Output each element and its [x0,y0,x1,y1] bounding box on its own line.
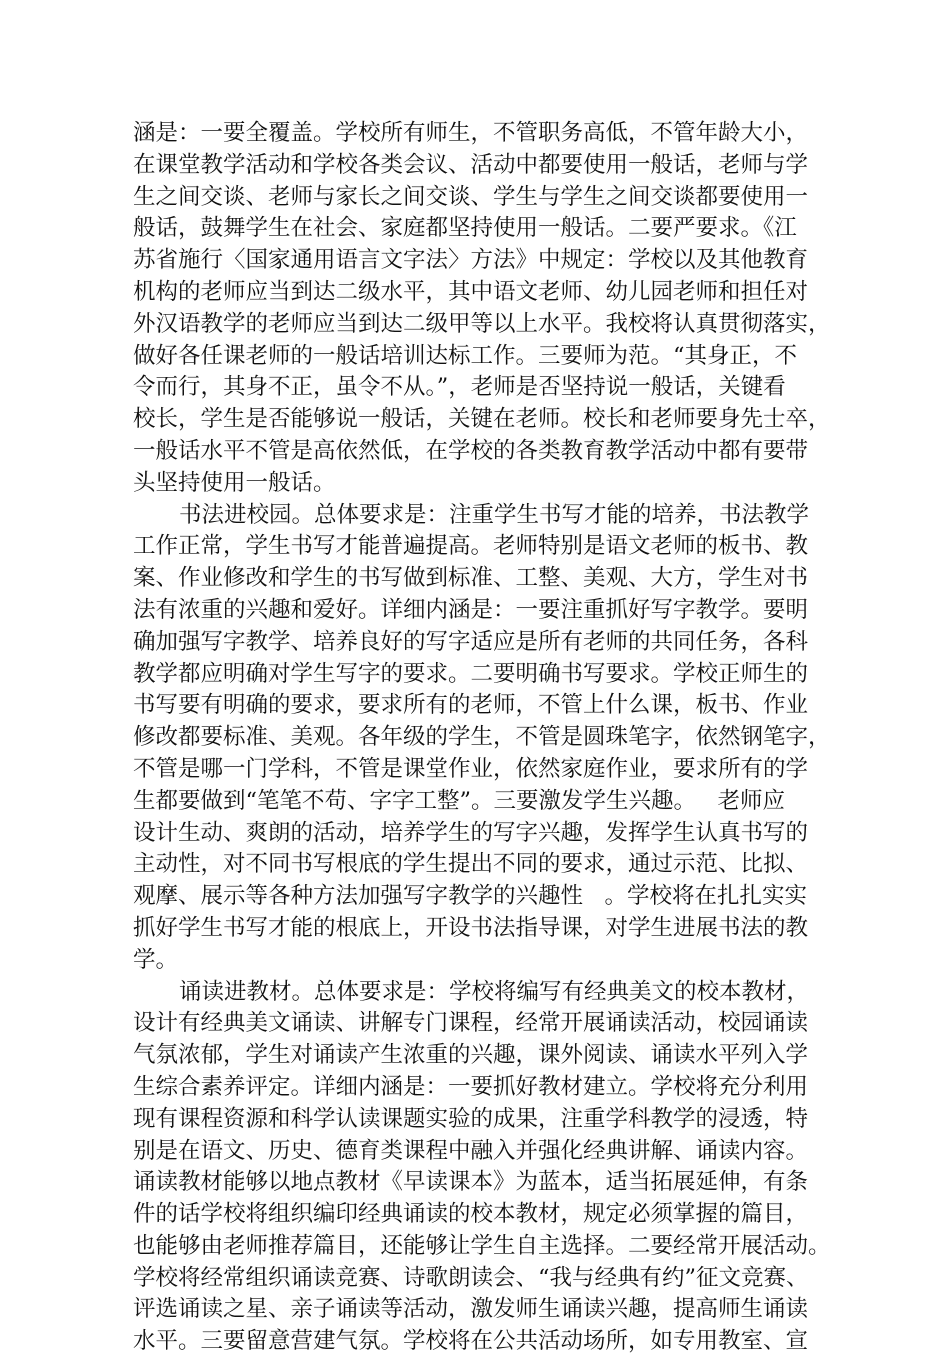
text-line: 令而行，其身不正，虽令不从。”，老师是否坚持说一般话，关键看 [133,374,786,401]
text-line: 外汉语教学的老师应当到达二级甲等以上水平。我校将认真贯彻落实， [133,310,831,337]
text-line: 教学都应明确对学生写字的要求。二要明确书写要求。学校正师生的 [133,660,809,687]
text-line: 校长，学生是否能够说一般话，关键在老师。校长和老师要身先士卒， [133,406,831,433]
text-line: 修改都要标准、美观。各年级的学生，不管是圆珠笔字，依然钢笔字， [133,724,831,751]
text-line: 一般话水平不管是高依然低，在学校的各类教育教学活动中都有要带 [133,437,809,464]
text-line: 别是在语文、历史、德育类课程中融入并强化经典讲解、诵读内容。 [133,1137,809,1164]
text-line: 评选诵读之星、亲子诵读等活动，激发师生诵读兴趣，提高师生诵读 [133,1296,809,1323]
text-line: 生综合素养评定。详细内涵是：一要抓好教材建立。学校将充分利用 [133,1073,809,1100]
text-line: 学校将经常组织诵读竞赛、诗歌朗读会、“我与经典有约”征文竞赛、 [133,1264,809,1291]
text-line: 主动性，对不同书写根底的学生提出不同的要求，通过示范、比拟、 [133,851,809,878]
text-line: 设计有经典美文诵读、讲解专门课程，经常开展诵读活动，校园诵读 [133,1010,809,1037]
text-line: 涵是：一要全覆盖。学校所有师生，不管职务高低，不管年龄大小， [133,120,809,146]
text-line: 确加强写字教学、培养良好的写字适应是所有老师的共同任务，各科 [133,628,809,655]
text-line: 工作正常，学生书写才能普遍提高。老师特别是语文老师的板书、教 [133,533,809,560]
text-line: 设计生动、爽朗的活动，培养学生的写字兴趣，发挥学生认真书写的 [133,819,809,846]
text-line: 学。 [133,946,179,973]
text-line: 也能够由老师推荐篇目，还能够让学生自主选择。二要经常开展活动。 [133,1232,831,1259]
paragraph-start-line: 书法进校园。总体要求是：注重学生书写才能的培养，书法教学 [179,501,810,528]
text-line: 不管是哪一门学科，不管是课堂作业，依然家庭作业，要求所有的学 [133,755,809,782]
text-line: 抓好学生书写才能的根底上，开设书法指导课，对学生进展书法的教 [133,914,809,941]
text-line: 在课堂教学活动和学校各类会议、活动中都要使用一般话，老师与学 [133,151,809,178]
body-text [133,118,831,1358]
text-line: 做好各任课老师的一般话培训达标工作。三要师为范。“其身正，不 [133,342,798,369]
text-line: 件的话学校将组织编印经典诵读的校本教材，规定必须掌握的篇目， [133,1201,809,1228]
text-line: 水平。三要留意营建气氛。学校将在公共活动场所，如专用教室、宣 [133,1328,809,1355]
text-line: 诵读教材能够以地点教材《早读课本》为蓝本，适当拓展延伸，有条 [133,1169,809,1196]
text-line: 头坚持使用一般话。 [133,469,336,496]
text-line: 现有课程资源和科学认读课题实验的成果，注重学科教学的浸透，特 [133,1105,809,1132]
text-line: 法有浓重的兴趣和爱好。详细内涵是：一要注重抓好写字教学。要明 [133,596,809,623]
text-line: 气氛浓郁，学生对诵读产生浓重的兴趣，课外阅读、诵读水平列入学 [133,1042,809,1069]
text-line: 苏省施行〈国家通用语言文字法〉方法》中规定：学校以及其他教育 [133,247,809,274]
text-line: 机构的老师应当到达二级水平，其中语文老师、幼儿园老师和担任对 [133,278,809,305]
text-line: 书写要有明确的要求，要求所有的老师，不管上什么课，板书、作业 [133,692,809,719]
text-line: 观摩、展示等各种方法加强写字教学的兴趣性 。学校将在扎扎实实 [133,883,807,910]
text-line: 生都要做到“笔笔不苟、字字工整”。三要激发学生兴趣。 老师应 [133,787,785,814]
text-line: 案、作业修改和学生的书写做到标准、工整、美观、大方，学生对书 [133,565,809,592]
text-line: 生之间交谈、老师与家长之间交谈、学生与学生之间交谈都要使用一 [133,183,809,210]
text-line: 般话，鼓舞学生在社会、家庭都坚持使用一般话。二要严要求。《江 [133,215,797,242]
paragraph-start-line: 诵读进教材。总体要求是：学校将编写有经典美文的校本教材， [179,978,810,1005]
